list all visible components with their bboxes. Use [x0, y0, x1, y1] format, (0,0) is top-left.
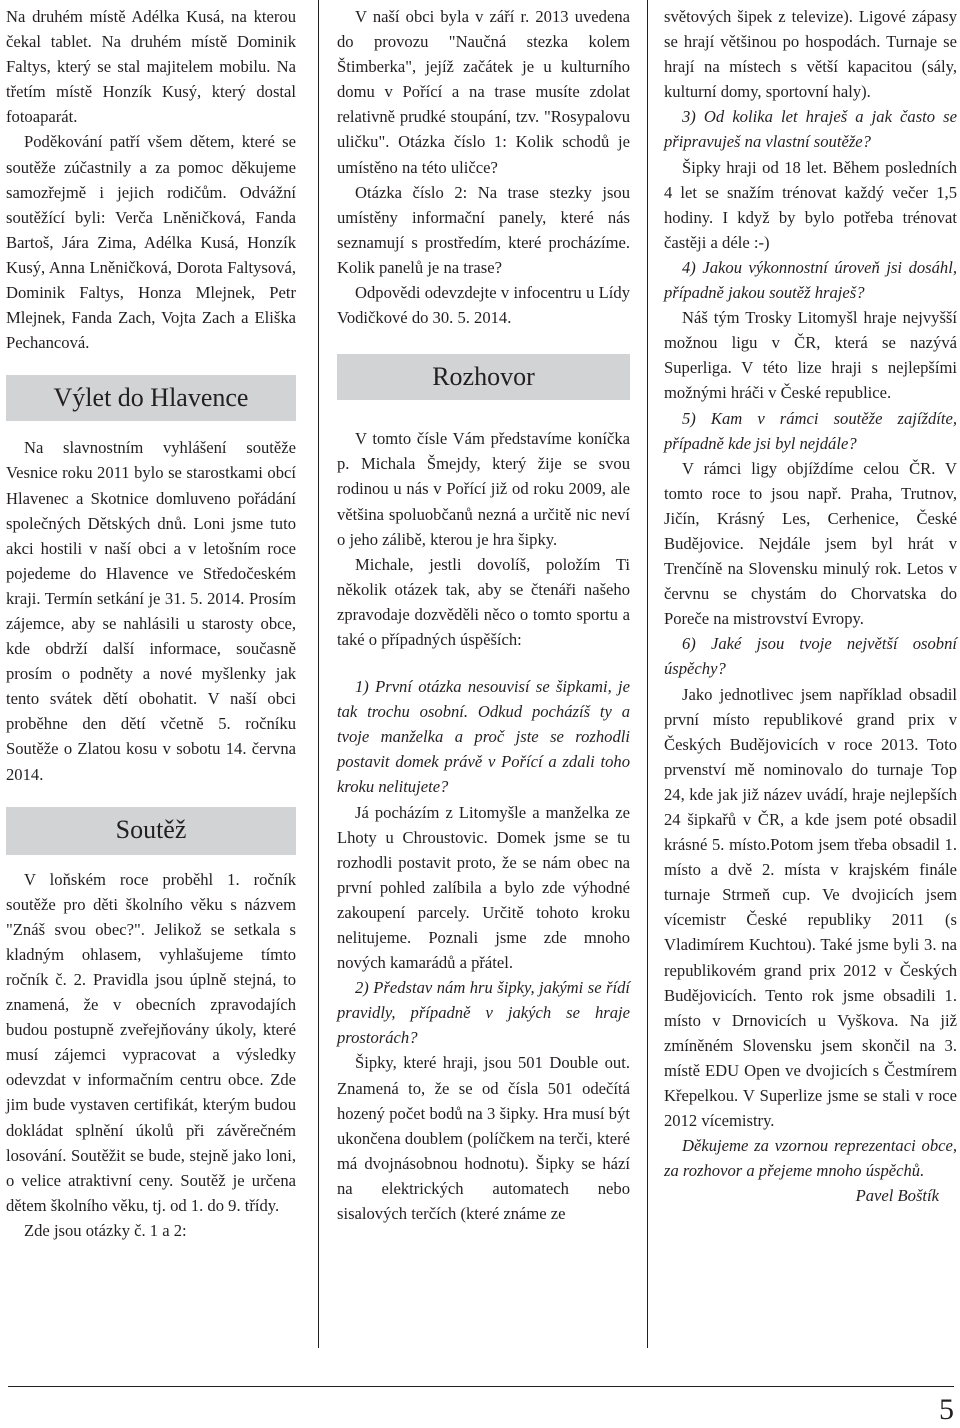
interview-question-2: 2) Představ nám hru šipky, jakými se řídí pravidly, případně v jakých se hraje prostorách? [337, 978, 630, 1048]
paragraph-trip: Na slavnostním vyhlášení soutěže Vesnice roku 2011 bylo se starostkami obcí Hlavenec a Skotnice domluveno pořádání společných Dětských dnů. Loni jsme tuto akci hostili v naší obci a v letošním roce pojedeme do Hlavence ve Středočeském kraji. Termín setkání je 31. 5. 2014. Prosím zájemce, aby se nahlásili u starosty obce, kde obdrží další informace, současně prosím o podněty a nové myšlenky jak tento svátek dětí obohatit. V naší obci proběhne den dětí včetně 5. ročníku Soutěže o Zlatou kosu v sobotu 14. června 2014. [6, 438, 296, 784]
interview-answer-5: V rámci ligy objíždíme celou ČR. V tomto roce to jsou např. Praha, Trutnov, Jičín, Krásný Les, Cerhenice, České Budějovice. Nejdále jsem byl hrát v Trenčíně na Slovensku minulý rok. Letos v červnu se chystám do Chorvatska do Poreče na mistrovství Evropy. [664, 458, 957, 629]
paragraph-contest: V loňském roce proběhl 1. ročník soutěže pro děti školního věku s názvem "Znáš svou obec?". Jelikož se setkala s kladným ohlasem, vyhlašujeme tímto ročník č. 2. Pravidla jsou úplně stejná, to znamená, že v obecních zpravodajích budou postupně zveřejňovány úkoly, které musí zájemci vypracovat a výsledky odevzdat v informačním centru obce. Zde jim bude vystaven certifikát, kterým budou dokládat splnění úkolů při závěrečném losování. Soutěžit se bude, stejně jako loni, o velice atraktivní ceny. Soutěž je určena dětem školního věku, tj. od 1. do 9. třídy. [6, 869, 296, 1215]
paragraph-questions: Zde jsou otázky č. 1 a 2: [24, 1220, 187, 1240]
interview-question-1: 1) První otázka nesouvisí se šipkami, je tak trochu osobní. Odkud pocházíš ty a tvoje manželka a proč jste se rozhodli postavit domek právě v Pořící a zdali toho kroku nelitujete? [337, 677, 630, 797]
interview-question-3: 3) Od kolika let hraješ a jak často se připravuješ na vlastní soutěže? [664, 107, 957, 152]
interview-answer-2-continued: světových šipek z televize). Ligové zápasy se hrají většinou po hospodách. Turnaje se hrají na místech s větší kapacitou (sály, kulturní domy, sportovní haly). [664, 7, 957, 102]
column-divider-left [318, 0, 319, 1348]
paragraph-answers: Odpovědi odevzdejte v infocentru u Lídy Vodičkové do 30. 5. 2014. [337, 283, 630, 328]
paragraph-intro: V tomto čísle Vám představíme koníčka p. Michala Šmejdy, který žije se svou rodinou u nás v Pořící již od roku 2009, ale většina spoluobčanů nezná a určitě nic neví o jeho zálibě, kterou je hra šipky. [337, 429, 630, 549]
interview-question-6: 6) Jaké jsou tvoje největší osobní úspěchy? [664, 634, 957, 679]
paragraph-trail: V naší obci byla v září r. 2013 uvedena do provozu "Naučná stezka kolem Štimberka", jejíž začátek je u kulturního domu v Pořící a na trase musíte zdolat relativně prudké stoupání, tzv. "Rosypalovu uličku". Otázka číslo 1: Kolik schodů je umístěno na této uličce? [337, 7, 630, 177]
interview-answer-6: Jako jednotlivec jsem například obsadil první místo republikové grand prix v Českých Budějovicích v roce 2013. Toto prvenství mě nominovalo do turnaje Top 24, kde jak již název uvádí, hraje nejlepších 24 šipkařů v ČR, a kde jsem poté obsadil krásné 5. místo.Potom jsem třeba obsadil 1. místo a dvě 2. místa v krajském finále turnaje Strmeň cup. Ve dvojicích jsem vícemistr České republiky 2011 (s Vladimírem Kuchtou). Také jsme byli 3. na republikovém grand prix 2012 v Českých Budějovicích. Tento rok jsme obsadili 1. místo v Drnovicích u Vyškova. Na již zmíněném Slovensku jsem skončil na 3. místě EDU Open ve dvojicích s Čestmírem Křepelkou. V Superlize jsme se stali v roce 2012 vícemistry. [664, 684, 957, 1131]
footer-rule [8, 1386, 954, 1387]
paragraph-thanks: Poděkování patří všem dětem, které se soutěže zúčastnily a za pomoc děkujeme samozřejmě i jejich rodičům. Odvážní soutěžící byli: Verča Lněničková, Fanda Bartoš, Jára Zima, Adélka Kusá, Honzík Kusý, Anna Lněničková, Dorota Faltysová, Dominik Faltys, Honza Mlejnek, Petr Mlejnek, Fanda Zach, Vojta Zach a Eliška Pechancová. [6, 132, 296, 353]
heading-trip: Výlet do Hlavence [6, 375, 296, 421]
interview-question-5: 5) Kam v rámci soutěže zajíždíte, případně kde jsi byl nejdále? [664, 408, 957, 453]
interview-answer-1: Já pocházím z Litomyšle a manželka ze Lhoty u Chroustovic. Domek jsme se tu rozhodli postavit proto, že se nám obec na první pohled zalíbila a bylo zde výhodné zakoupení parcely. Určitě tohoto kroku nelitujeme. Poznali jsme zde mnoho nových kamarádů a přátel. [337, 802, 630, 973]
interview-answer-4: Náš tým Trosky Litomyšl hraje nejvyšší možnou ligu v ČR, která se nazývá Superliga. V této lize hraji s nejlepšími možnými hráči v České republice. [664, 308, 957, 403]
interview-answer-2: Šipky, které hraji, jsou 501 Double out. Znamená to, že se od čísla 501 odečítá hozený počet bodů na 3 šipky. Hra musí být ukončena doublem (políčkem na terči, které má dvojnásobnou hodnotu). Šipky se hází na elektrických automatech nebo sisalových terčích (které známe ze [337, 1053, 630, 1224]
heading-interview: Rozhovor [337, 354, 630, 400]
page-number: 5 [939, 1393, 954, 1426]
heading-contest: Soutěž [6, 807, 296, 855]
column-divider-right [647, 0, 648, 1348]
paragraph-question-2: Otázka číslo 2: Na trase stezky jsou umístěny informační panely, které nás seznamují s prostředím, které procházíme. Kolik panelů je na trase? [337, 182, 630, 277]
interview-question-4: 4) Jakou výkonnostní úroveň jsi dosáhl, případně jakou soutěž hraješ? [664, 257, 957, 303]
interview-answer-3: Šipky hraji od 18 let. Během posledních 4 let se snažím trénovat každý večer 1,5 hodiny. I když by bylo potřeba trénovat častěji a déle :-) [664, 157, 957, 252]
paragraph-michal: Michale, jestli dovolíš, položím Ti několik otázek tak, aby se čtenáři našeho zpravodaje dozvěděli něco o tomto sportu a také o případných úspěších: [337, 554, 630, 649]
closing-thanks: Děkujeme za vzornou reprezentaci obce, za rozhovor a přejeme mnoho úspěchů. [664, 1136, 957, 1181]
column-right [664, 4, 957, 1209]
column-middle [337, 4, 630, 1226]
column-left [6, 4, 296, 1243]
author-signature: Pavel Boštík [855, 1186, 939, 1206]
paragraph-results: Na druhém místě Adélka Kusá, na kterou čekal tablet. Na druhém místě Dominik Faltys, který se stal majitelem mobilu. Na třetím místě Honzík Kusý, který dostal fotoaparát. [6, 7, 296, 127]
